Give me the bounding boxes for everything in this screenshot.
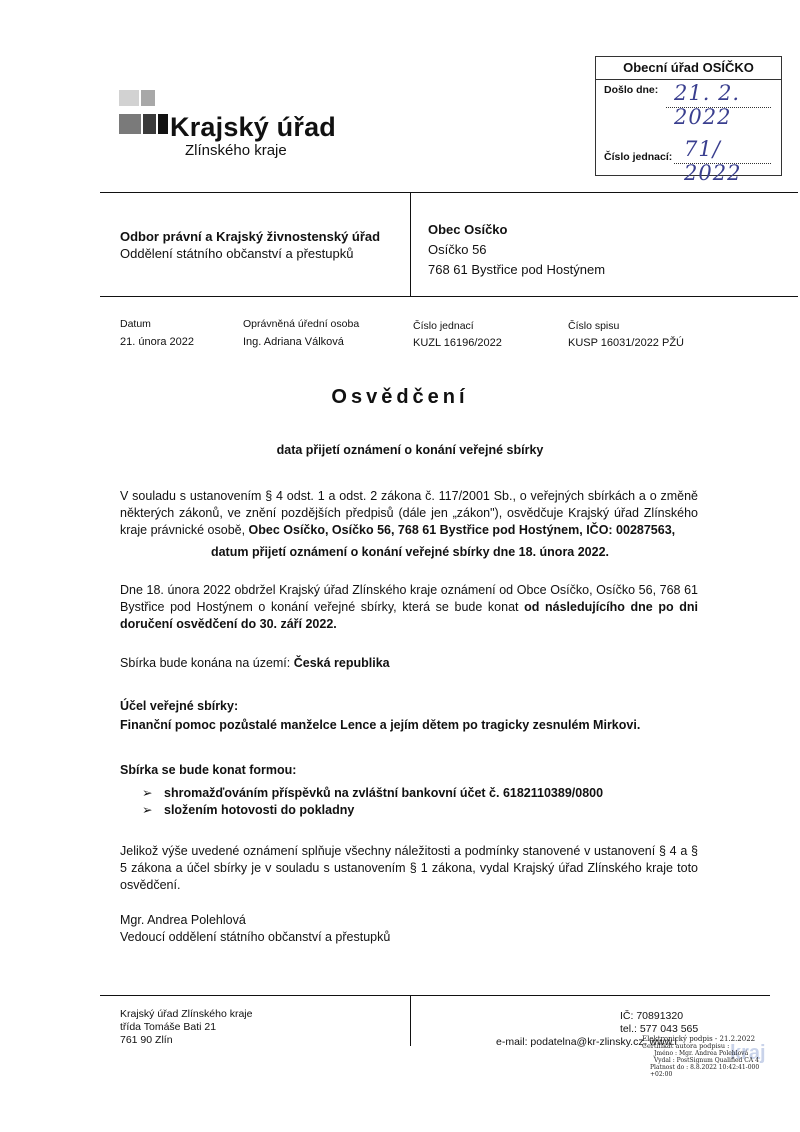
file-value: KUSP 16031/2022 PŽÚ <box>568 337 684 349</box>
document-title: Osvědčení <box>331 386 469 408</box>
date-value: 21. února 2022 <box>120 336 195 348</box>
recipient-name: Obec Osíčko <box>428 222 508 237</box>
official-value: Ing. Adriana Válková <box>243 336 344 348</box>
paragraph-conclusion: Jelikož výše uvedené oznámení splňuje všechny náležitosti a podmínky stanovené v ustanovení § 4 a § 5 zákona a účel sbírky je v souladu s ustanovením § 1 zákona, vydal Krajský úřad Zlínského kraje toto osvědčení. <box>120 844 698 892</box>
ref-label: Číslo jednací <box>413 320 474 332</box>
form-heading: Sbírka se bude konat formou: <box>120 763 297 777</box>
stamp-received-label: Došlo dne: <box>604 84 659 96</box>
stamp-number-label: Číslo jednací: <box>604 151 673 163</box>
arrow-bullet-icon: ➢ <box>142 786 153 800</box>
paragraph-intro: V souladu s ustanovením § 4 odst. 1 a odst. 2 zákona č. 117/2001 Sb., o veřejných sbírkách a o změně některých zákonů, ve znění pozdějších předpisů (dále jen „zákon"), osvědčuje Krajský úřad Zlínského kraje právnické osobě, Obec Osíčko, Osíčko 56, 768 61 Bystřice pod Hostýnem, IČO: 00287563, <box>120 489 698 537</box>
recipient-city: 768 61 Bystřice pod Hostýnem <box>428 262 606 277</box>
bullet-item: ➢ složením hotovosti do pokladny <box>142 803 355 817</box>
watermark-logo: kraj <box>730 1042 766 1064</box>
applicant-identification: Obec Osíčko, Osíčko 56, 768 61 Bystřice pod Hostýnem, IČO: 00287563, <box>248 523 676 537</box>
territory-line: Sbírka bude konána na území: Česká republika <box>120 656 390 670</box>
collection-period: od následujícího dne po dni doručení osvědčení do 30. září 2022. <box>120 600 698 631</box>
paragraph-notification: Dne 18. února 2022 obdržel Krajský úřad Zlínského kraje oznámení od Obce Osíčko, Osíčko 56, 768 61 Bystřice pod Hostýnem o konání veřejné sbírky, která se bude konat od následujícího dne po dni doručení osvědčení do 30. září 2022. <box>120 583 698 631</box>
file-label: Číslo spisu <box>568 320 620 332</box>
document-subtitle: data přijetí oznámení o konání veřejné sbírky <box>276 443 544 457</box>
stamp-received-date: 21. 2. 2022 <box>674 81 741 129</box>
stamp-office: Obecní úřad OSÍČKO <box>596 57 781 80</box>
ref-value: KUZL 16196/2022 <box>413 337 502 349</box>
recipient-street: Osíčko 56 <box>428 242 487 257</box>
footer-tel: tel.: 577 043 565 <box>620 1023 699 1035</box>
signature-block <box>120 912 698 946</box>
section-name: Oddělení státního občanství a přestupků <box>120 246 354 261</box>
department-name: Odbor právní a Krajský živnostenský úřad <box>120 229 381 244</box>
territory-value: Česká republika <box>293 656 390 670</box>
footer-ico: IČ: 70891320 <box>620 1010 684 1022</box>
purpose-heading: Účel veřejné sbírky: <box>120 699 239 713</box>
bullet-item: ➢ shromažďováním příspěvků na zvláštní bankovní účet č. 6182110389/0800 <box>142 786 604 800</box>
footer-email[interactable]: e-mail: podatelna@kr-zlinsky.cz, www.l <box>496 1036 677 1048</box>
signer-name: Mgr. Andrea Polehlová <box>120 913 246 927</box>
official-label: Oprávněná úřední osoba <box>243 318 360 330</box>
arrow-bullet-icon: ➢ <box>142 803 153 817</box>
signer-title: Vedoucí oddělení státního občanství a přestupků <box>120 930 391 944</box>
department-block <box>120 228 380 262</box>
logo-title: Krajský úřad <box>170 112 336 142</box>
date-label: Datum <box>120 318 151 330</box>
recipient-address <box>428 220 605 280</box>
logo-subtitle: Zlínského kraje <box>185 142 287 159</box>
paragraph-date-received: datum přijetí oznámení o konání veřejné sbírky dne 18. února 2022. <box>210 545 610 559</box>
electronic-signature: Elektronický podpis - 21.2.2022 Certifikát autora podpisu : Jméno : Mgr. Andrea Polehlová Vydal : PostSignum Qualified CA 4 Platnost do : 8.8.2022 10:42:41-000 +02:00 <box>642 1035 760 1078</box>
received-stamp <box>595 56 782 185</box>
purpose-text: Finanční pomoc pozůstalé manželce Lence a jejím dětem po tragicky zesnulém Mirkovi. <box>120 718 641 732</box>
footer-address: Krajský úřad Zlínského kraje třída Tomáše Bati 21 761 90 Zlín <box>120 1008 253 1046</box>
stamp-number: 71/ 2022 <box>684 137 742 185</box>
